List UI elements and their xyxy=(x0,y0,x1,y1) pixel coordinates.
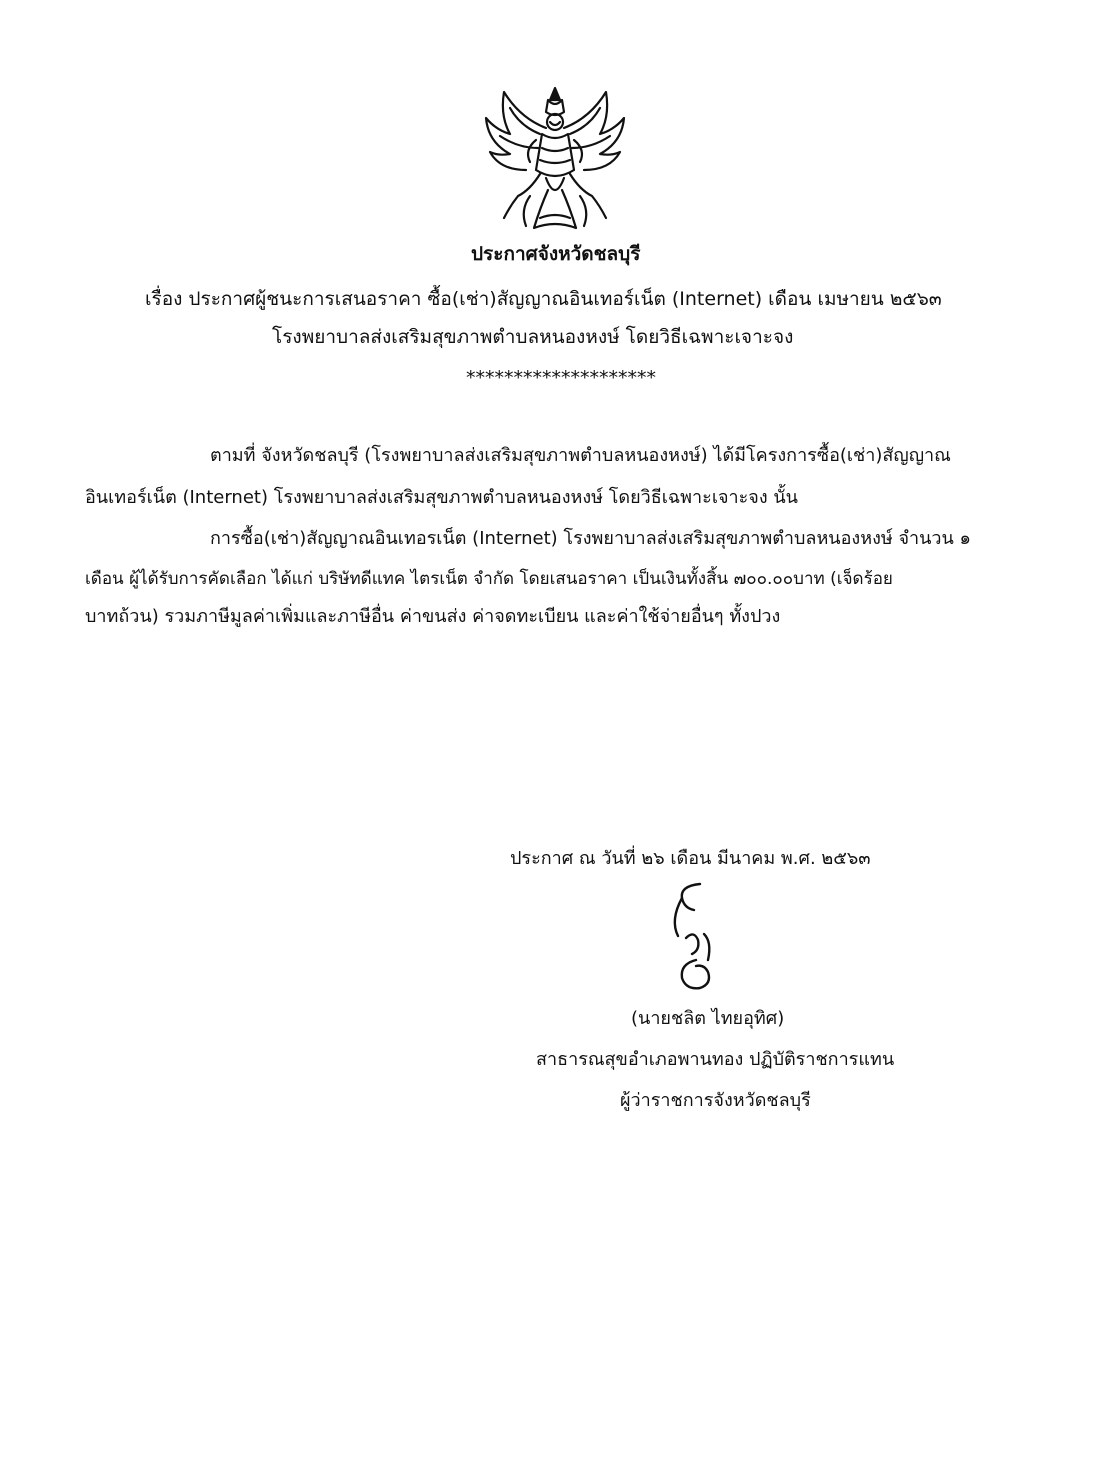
handwritten-signature-icon xyxy=(660,880,740,995)
signer-name: (นายชลิต ไทยอุทิศ) xyxy=(631,1008,785,1029)
announcement-date: ประกาศ ณ วันที่ ๒๖ เดือน มีนาคม พ.ศ. ๒๕๖๓ xyxy=(510,848,871,869)
document-title: ประกาศจังหวัดชลบุรี xyxy=(471,243,641,265)
paragraph-2-line-2: เดือน ผู้ได้รับการคัดเลือก ได้แก่ บริษัทดีแทค ไตรเน็ต จำกัด โดยเสนอราคา เป็นเงินทั้งสิ้น ๗๐๐.๐๐บาท (เจ็ดร้อย xyxy=(85,569,893,589)
subject-line-2: โรงพยาบาลส่งเสริมสุขภาพตำบลหนองหงษ์ โดยวิธีเฉพาะเจาะจง xyxy=(272,326,794,348)
paragraph-1-line-1: ตามที่ จังหวัดชลบุรี (โรงพยาบาลส่งเสริมสุขภาพตำบลหนองหงษ์) ได้มีโครงการซื้อ(เช่า)สัญญาณ xyxy=(210,445,951,466)
paragraph-2-line-1: การซื้อ(เช่า)สัญญาณอินเทอรเน็ต (Internet) โรงพยาบาลส่งเสริมสุขภาพตำบลหนองหงษ์ จำนวน ๑ xyxy=(210,528,971,549)
subject-line-1: เรื่อง ประกาศผู้ชนะการเสนอราคา ซื้อ(เช่า)สัญญาณอินเทอร์เน็ต (Internet) เดือน เมษายน ๒๕๖๓ xyxy=(145,288,942,310)
separator-stars: ******************** xyxy=(466,367,656,389)
signer-position: สาธารณสุขอำเภอพานทอง ปฏิบัติราชการแทน xyxy=(536,1049,895,1070)
paragraph-2-line-3: บาทถ้วน) รวมภาษีมูลค่าเพิ่มและภาษีอื่น ค่าขนส่ง ค่าจดทะเบียน และค่าใช้จ่ายอื่นๆ ทั้งปวง xyxy=(85,606,781,627)
paragraph-1-line-2: อินเทอร์เน็ต (Internet) โรงพยาบาลส่งเสริมสุขภาพตำบลหนองหงษ์ โดยวิธีเฉพาะเจาะจง นั้น xyxy=(85,487,798,508)
signer-authority: ผู้ว่าราชการจังหวัดชลบุรี xyxy=(620,1090,811,1111)
garuda-emblem-icon xyxy=(470,78,640,238)
